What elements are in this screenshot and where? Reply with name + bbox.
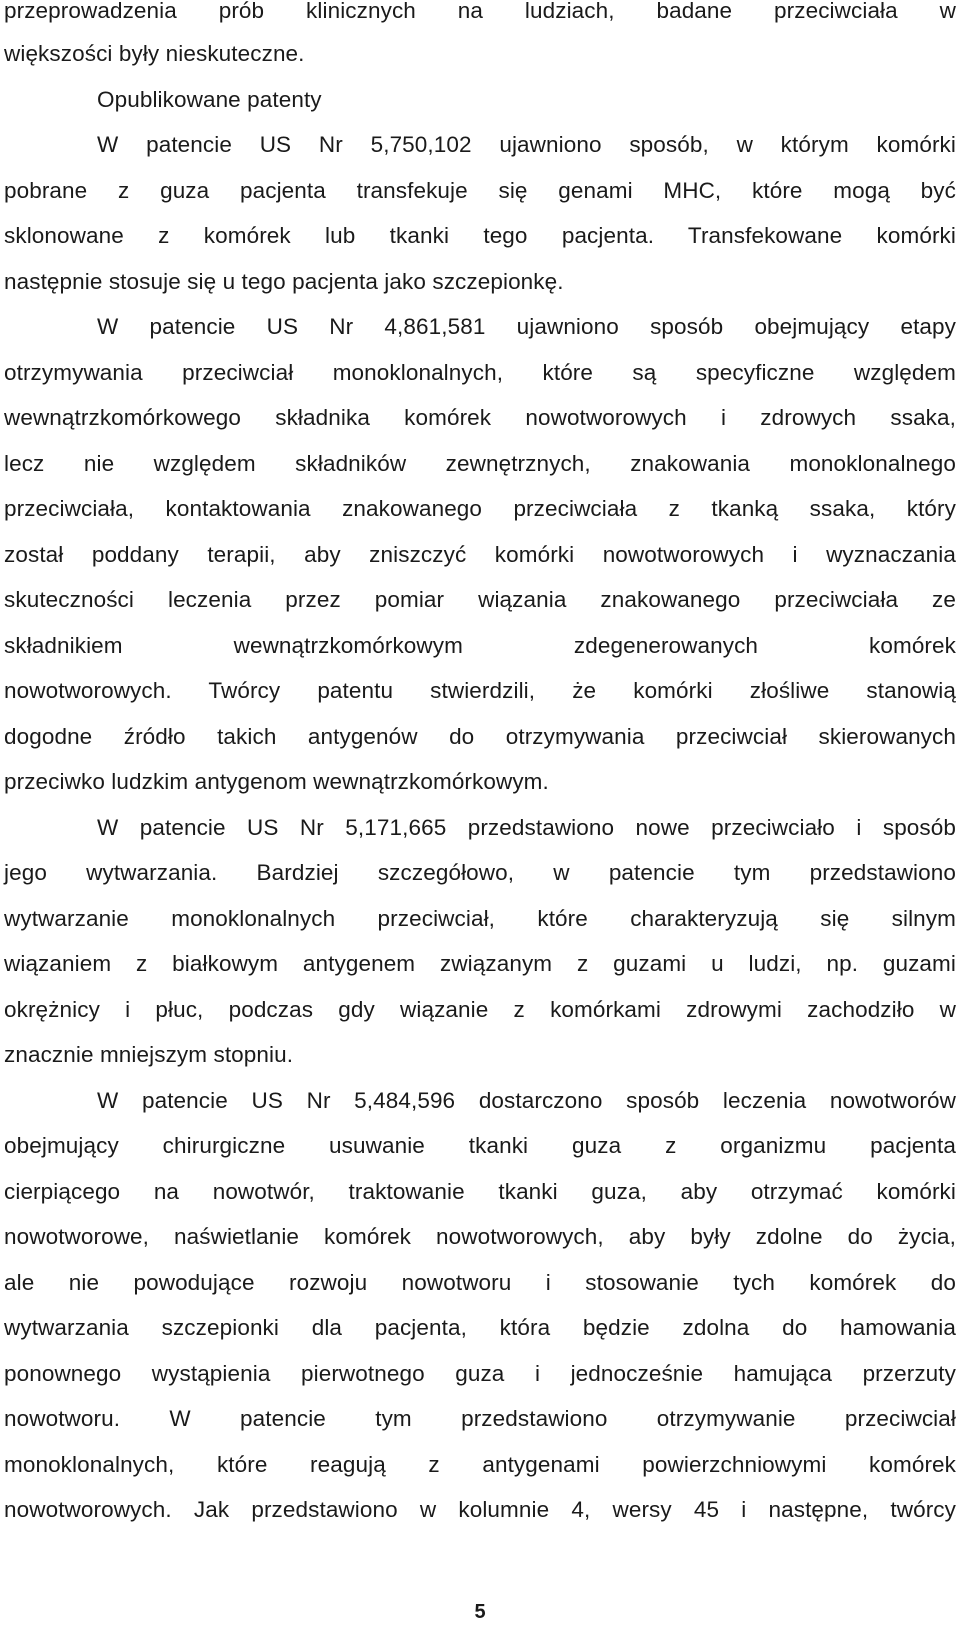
- text-line: wewnątrzkomórkowego składnika komórek nowotworowych i zdrowych ssaka,: [4, 405, 956, 430]
- text-line: został poddany terapii, aby zniszczyć komórki nowotworowych i wyznaczania: [4, 542, 956, 567]
- text-line: nowotworowych. Twórcy patentu stwierdzili, że komórki złośliwe stanowią: [4, 678, 956, 703]
- text-line: otrzymywania przeciwciał monoklonalnych, które są specyficzne względem: [4, 360, 956, 385]
- text-line: ale nie powodujące rozwoju nowotworu i stosowanie tych komórek do: [4, 1270, 956, 1295]
- text-line: dogodne źródło takich antygenów do otrzymywania przeciwciał skierowanych: [4, 724, 956, 749]
- text-line: W patencie US Nr 5,750,102 ujawniono sposób, w którym komórki: [97, 132, 956, 157]
- text-line: lecz nie względem składników zewnętrznych, znakowania monoklonalnego: [4, 451, 956, 476]
- text-line: jego wytwarzania. Bardziej szczegółowo, w patencie tym przedstawiono: [4, 860, 956, 885]
- text-line: obejmujący chirurgiczne usuwanie tkanki guza z organizmu pacjenta: [4, 1133, 956, 1158]
- text-line: większości były nieskuteczne.: [4, 41, 305, 66]
- section-heading: Opublikowane patenty: [97, 87, 322, 112]
- text-line: W patencie US Nr 5,171,665 przedstawiono nowe przeciwciało i sposób: [97, 815, 956, 840]
- text-line: nowotworowe, naświetlanie komórek nowotworowych, aby były zdolne do życia,: [4, 1224, 956, 1249]
- text-line: pobrane z guza pacjenta transfekuje się genami MHC, które mogą być: [4, 178, 956, 203]
- text-line: składnikiem wewnątrzkomórkowym zdegenerowanych komórek: [4, 633, 956, 658]
- text-line: cierpiącego na nowotwór, traktowanie tkanki guza, aby otrzymać komórki: [4, 1179, 956, 1204]
- text-line: przeprowadzenia prób klinicznych na ludziach, badane przeciwciała w: [4, 0, 956, 23]
- text-line: ponownego wystąpienia pierwotnego guza i jednocześnie hamująca przerzuty: [4, 1361, 956, 1386]
- text-line: okrężnicy i płuc, podczas gdy wiązanie z komórkami zdrowymi zachodziło w: [4, 997, 956, 1022]
- text-line: sklonowane z komórek lub tkanki tego pacjenta. Transfekowane komórki: [4, 223, 956, 248]
- text-line: nowotworu. W patencie tym przedstawiono otrzymywanie przeciwciał: [4, 1406, 956, 1431]
- text-line: wytwarzania szczepionki dla pacjenta, która będzie zdolna do hamowania: [4, 1315, 956, 1340]
- text-line: W patencie US Nr 5,484,596 dostarczono sposób leczenia nowotworów: [97, 1088, 956, 1113]
- text-line: skuteczności leczenia przez pomiar wiązania znakowanego przeciwciała ze: [4, 587, 956, 612]
- text-line: przeciwciała, kontaktowania znakowanego przeciwciała z tkanką ssaka, który: [4, 496, 956, 521]
- text-line: wytwarzanie monoklonalnych przeciwciał, które charakteryzują się silnym: [4, 906, 956, 931]
- text-line: wiązaniem z białkowym antygenem związanym z guzami u ludzi, np. guzami: [4, 951, 956, 976]
- text-line: W patencie US Nr 4,861,581 ujawniono sposób obejmujący etapy: [97, 314, 956, 339]
- text-line: następnie stosuje się u tego pacjenta jako szczepionkę.: [4, 269, 564, 294]
- text-line: nowotworowych. Jak przedstawiono w kolumnie 4, wersy 45 i następne, twórcy: [4, 1497, 956, 1522]
- text-line: monoklonalnych, które reagują z antygenami powierzchniowymi komórek: [4, 1452, 956, 1477]
- text-line: znacznie mniejszym stopniu.: [4, 1042, 294, 1067]
- page-number: 5: [474, 1601, 486, 1623]
- text-line: przeciwko ludzkim antygenom wewnątrzkomórkowym.: [4, 769, 549, 794]
